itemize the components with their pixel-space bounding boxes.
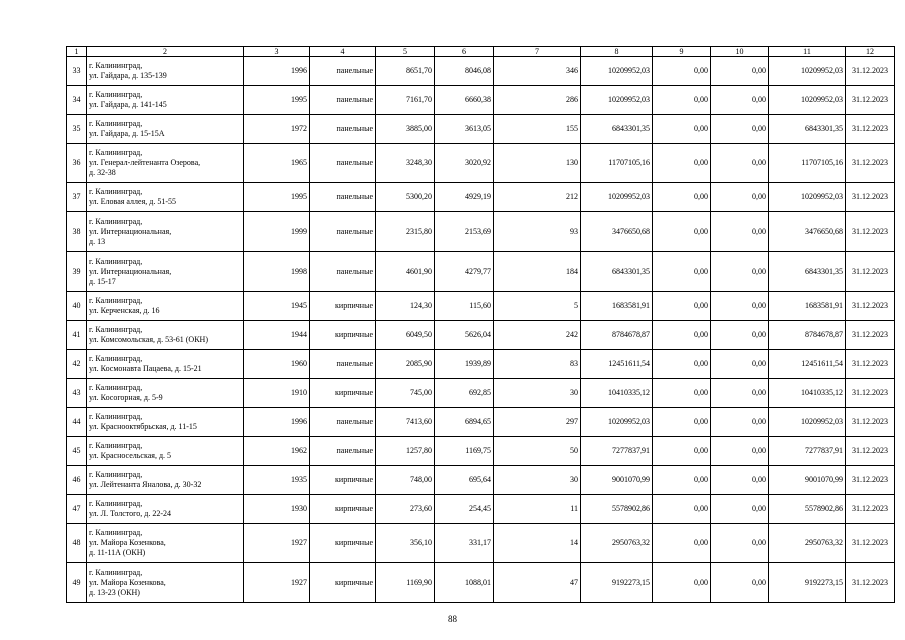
residents-cell: 242 [494,321,581,350]
date-cell: 31.12.2023 [846,495,895,524]
cost-total-cell: 9192273,15 [581,563,653,603]
date-cell: 31.12.2023 [846,57,895,86]
cost-fund-cell: 0,00 [653,350,711,379]
address-cell [87,86,244,115]
residents-cell: 83 [494,350,581,379]
address-line: ул. Гайдара, д. 15-15А [89,129,165,138]
cost-budget-cell: 0,00 [711,321,769,350]
cost-budget-cell: 0,00 [711,524,769,563]
cost-fund-cell: 0,00 [653,183,711,212]
row-number: 40 [67,292,87,321]
area-living-cell: 5626,04 [435,321,494,350]
address-line: д. 13-23 (ОКН) [89,587,140,597]
table-row [67,524,895,563]
cost-owners-cell: 9001070,99 [769,466,846,495]
table-row [67,183,895,212]
table-row [67,86,895,115]
material-cell: панельные [310,437,376,466]
column-header: 12 [846,47,895,57]
column-header: 2 [87,47,244,57]
material-cell: панельные [310,115,376,144]
address-cell [87,437,244,466]
address-line: ул. Керченская, д. 16 [89,306,160,315]
material-cell: кирпичные [310,495,376,524]
address-line: д. 15-17 [89,276,116,286]
year-cell: 1930 [244,495,310,524]
year-cell: 1935 [244,466,310,495]
address-cell [87,212,244,252]
cost-total-cell: 6843301,35 [581,252,653,292]
cost-budget-cell: 0,00 [711,408,769,437]
material-cell: кирпичные [310,321,376,350]
cost-total-cell: 2950763,32 [581,524,653,563]
area-living-cell: 115,60 [435,292,494,321]
area-living-cell: 692,85 [435,379,494,408]
date-cell: 31.12.2023 [846,437,895,466]
row-number: 33 [67,57,87,86]
cost-owners-cell: 5578902,86 [769,495,846,524]
cost-budget-cell: 0,00 [711,212,769,252]
year-cell: 1960 [244,350,310,379]
table-row [67,252,895,292]
cost-total-cell: 10209952,03 [581,183,653,212]
date-cell: 31.12.2023 [846,252,895,292]
cost-fund-cell: 0,00 [653,321,711,350]
residents-cell: 155 [494,115,581,144]
area-living-cell: 1939,89 [435,350,494,379]
material-cell: кирпичные [310,563,376,603]
address-line: ул. Майора Козенкова, [89,538,166,547]
cost-budget-cell: 0,00 [711,437,769,466]
year-cell: 1927 [244,524,310,563]
cost-fund-cell: 0,00 [653,466,711,495]
cost-owners-cell: 7277837,91 [769,437,846,466]
row-number: 49 [67,563,87,603]
residents-cell: 11 [494,495,581,524]
area-living-cell: 254,45 [435,495,494,524]
cost-budget-cell: 0,00 [711,252,769,292]
cost-owners-cell: 8784678,87 [769,321,846,350]
date-cell: 31.12.2023 [846,524,895,563]
cost-owners-cell: 10209952,03 [769,86,846,115]
address-line: г. Калининград, [89,325,143,334]
residents-cell: 286 [494,86,581,115]
address-cell [87,563,244,603]
year-cell: 1998 [244,252,310,292]
table-row [67,466,895,495]
address-line: ул. Генерал-лейтенанта Озерова, [89,158,201,167]
cost-budget-cell: 0,00 [711,350,769,379]
cost-total-cell: 10209952,03 [581,408,653,437]
cost-fund-cell: 0,00 [653,144,711,183]
residents-cell: 212 [494,183,581,212]
cost-owners-cell: 11707105,16 [769,144,846,183]
row-number: 42 [67,350,87,379]
address-line: г. Калининград, [89,61,143,70]
material-cell: панельные [310,350,376,379]
address-line: г. Калининград, [89,383,143,392]
cost-fund-cell: 0,00 [653,408,711,437]
material-cell: кирпичные [310,524,376,563]
cost-fund-cell: 0,00 [653,563,711,603]
address-line: г. Калининград, [89,470,143,479]
area-total-cell: 2085,90 [376,350,435,379]
table-row [67,115,895,144]
cost-fund-cell: 0,00 [653,212,711,252]
year-cell: 1995 [244,86,310,115]
address-cell [87,115,244,144]
area-living-cell: 4279,77 [435,252,494,292]
address-line: г. Калининград, [89,354,143,363]
date-cell: 31.12.2023 [846,115,895,144]
housing-table [66,46,895,603]
area-total-cell: 748,00 [376,466,435,495]
area-total-cell: 7161,70 [376,86,435,115]
material-cell: кирпичные [310,292,376,321]
area-living-cell: 6894,65 [435,408,494,437]
row-number: 34 [67,86,87,115]
cost-total-cell: 10209952,03 [581,57,653,86]
table-row [67,292,895,321]
material-cell: кирпичные [310,466,376,495]
cost-budget-cell: 0,00 [711,57,769,86]
cost-owners-cell: 6843301,35 [769,115,846,144]
cost-owners-cell: 10209952,03 [769,408,846,437]
address-cell [87,292,244,321]
cost-budget-cell: 0,00 [711,86,769,115]
table-row [67,321,895,350]
address-cell [87,350,244,379]
table-body [67,57,895,603]
area-total-cell: 4601,90 [376,252,435,292]
area-total-cell: 745,00 [376,379,435,408]
cost-total-cell: 5578902,86 [581,495,653,524]
column-header: 8 [581,47,653,57]
cost-budget-cell: 0,00 [711,144,769,183]
year-cell: 1945 [244,292,310,321]
date-cell: 31.12.2023 [846,212,895,252]
cost-total-cell: 6843301,35 [581,115,653,144]
material-cell: панельные [310,86,376,115]
area-living-cell: 3613,05 [435,115,494,144]
area-living-cell: 1088,01 [435,563,494,603]
address-line: ул. Интернациональная, [89,266,172,276]
cost-budget-cell: 0,00 [711,495,769,524]
cost-fund-cell: 0,00 [653,115,711,144]
material-cell: панельные [310,57,376,86]
address-line: ул. Лейтенанта Яналова, д. 30-32 [89,480,202,489]
address-line: ул. Космонавта Пацаева, д. 15-21 [89,364,202,373]
residents-cell: 346 [494,57,581,86]
address-line: г. Калининград, [89,119,143,128]
cost-total-cell: 1683581,91 [581,292,653,321]
residents-cell: 184 [494,252,581,292]
date-cell: 31.12.2023 [846,183,895,212]
row-number: 36 [67,144,87,183]
table-row [67,563,895,603]
area-living-cell: 1169,75 [435,437,494,466]
year-cell: 1910 [244,379,310,408]
cost-fund-cell: 0,00 [653,379,711,408]
address-line: д. 11-11А (ОКН) [89,548,146,557]
cost-total-cell: 11707105,16 [581,144,653,183]
table-row [67,144,895,183]
residents-cell: 297 [494,408,581,437]
residents-cell: 30 [494,466,581,495]
year-cell: 1965 [244,144,310,183]
column-header: 9 [653,47,711,57]
table-row [67,495,895,524]
address-line: г. Калининград, [89,412,143,421]
address-line: г. Калининград, [89,187,143,196]
table-row [67,350,895,379]
date-cell: 31.12.2023 [846,86,895,115]
residents-cell: 14 [494,524,581,563]
date-cell: 31.12.2023 [846,563,895,603]
row-number: 46 [67,466,87,495]
cost-fund-cell: 0,00 [653,292,711,321]
page-number: 88 [448,614,457,624]
address-line: г. Калининград, [89,499,143,508]
table-row [67,212,895,252]
date-cell: 31.12.2023 [846,379,895,408]
address-line: ул. Гайдара, д. 141-145 [89,100,167,109]
residents-cell: 50 [494,437,581,466]
material-cell: панельные [310,183,376,212]
column-header: 1 [67,47,87,57]
area-living-cell: 3020,92 [435,144,494,183]
cost-fund-cell: 0,00 [653,86,711,115]
address-cell [87,466,244,495]
cost-total-cell: 10209952,03 [581,86,653,115]
residents-cell: 5 [494,292,581,321]
cost-budget-cell: 0,00 [711,183,769,212]
material-cell: панельные [310,252,376,292]
address-cell [87,408,244,437]
address-line: д. 13 [89,236,106,246]
address-line: ул. Комсомольская, д. 53-61 (ОКН) [89,335,208,344]
date-cell: 31.12.2023 [846,466,895,495]
address-cell [87,252,244,292]
material-cell: кирпичные [310,379,376,408]
cost-owners-cell: 1683581,91 [769,292,846,321]
cost-budget-cell: 0,00 [711,379,769,408]
address-line: г. Калининград, [89,216,143,226]
year-cell: 1944 [244,321,310,350]
column-header: 5 [376,47,435,57]
row-number: 38 [67,212,87,252]
table-row [67,379,895,408]
area-total-cell: 273,60 [376,495,435,524]
area-total-cell: 124,30 [376,292,435,321]
cost-total-cell: 3476650,68 [581,212,653,252]
area-total-cell: 2315,80 [376,212,435,252]
address-line: г. Калининград, [89,148,143,157]
row-number: 37 [67,183,87,212]
area-total-cell: 1169,90 [376,563,435,603]
cost-total-cell: 12451611,54 [581,350,653,379]
year-cell: 1962 [244,437,310,466]
cost-total-cell: 7277837,91 [581,437,653,466]
date-cell: 31.12.2023 [846,408,895,437]
year-cell: 1927 [244,563,310,603]
cost-fund-cell: 0,00 [653,524,711,563]
address-cell [87,379,244,408]
material-cell: панельные [310,408,376,437]
cost-total-cell: 8784678,87 [581,321,653,350]
cost-total-cell: 10410335,12 [581,379,653,408]
address-line: ул. Л. Толстого, д. 22-24 [89,509,171,518]
area-total-cell: 6049,50 [376,321,435,350]
address-cell [87,495,244,524]
address-cell [87,524,244,563]
area-total-cell: 5300,20 [376,183,435,212]
address-line: ул. Еловая аллея, д. 51-55 [89,197,176,206]
cost-owners-cell: 10209952,03 [769,57,846,86]
year-cell: 1995 [244,183,310,212]
material-cell: панельные [310,144,376,183]
area-living-cell: 2153,69 [435,212,494,252]
column-header: 4 [310,47,376,57]
cost-budget-cell: 0,00 [711,115,769,144]
year-cell: 1996 [244,408,310,437]
cost-fund-cell: 0,00 [653,252,711,292]
area-total-cell: 1257,80 [376,437,435,466]
cost-budget-cell: 0,00 [711,563,769,603]
cost-budget-cell: 0,00 [711,292,769,321]
area-living-cell: 695,64 [435,466,494,495]
row-number: 39 [67,252,87,292]
column-header: 6 [435,47,494,57]
column-header: 7 [494,47,581,57]
date-cell: 31.12.2023 [846,292,895,321]
area-total-cell: 3885,00 [376,115,435,144]
area-living-cell: 331,17 [435,524,494,563]
residents-cell: 47 [494,563,581,603]
row-number: 47 [67,495,87,524]
date-cell: 31.12.2023 [846,321,895,350]
address-line: ул. Майора Козенкова, [89,577,166,587]
area-living-cell: 6660,38 [435,86,494,115]
table-row [67,57,895,86]
address-line: ул. Интернациональная, [89,226,172,236]
area-total-cell: 356,10 [376,524,435,563]
row-number: 35 [67,115,87,144]
year-cell: 1996 [244,57,310,86]
date-cell: 31.12.2023 [846,350,895,379]
address-line: ул. Красносельская, д. 5 [89,451,172,460]
address-line: г. Калининград, [89,441,143,450]
address-line: г. Калининград, [89,90,143,99]
address-cell [87,57,244,86]
row-number: 48 [67,524,87,563]
cost-fund-cell: 0,00 [653,437,711,466]
address-cell [87,321,244,350]
address-line: г. Калининград, [89,256,143,266]
address-line: г. Калининград, [89,296,143,305]
residents-cell: 30 [494,379,581,408]
material-cell: панельные [310,212,376,252]
column-header: 3 [244,47,310,57]
cost-owners-cell: 9192273,15 [769,563,846,603]
cost-owners-cell: 10410335,12 [769,379,846,408]
address-line: г. Калининград, [89,567,143,577]
cost-owners-cell: 2950763,32 [769,524,846,563]
residents-cell: 93 [494,212,581,252]
cost-owners-cell: 12451611,54 [769,350,846,379]
column-number-row [67,47,895,57]
column-header: 10 [711,47,769,57]
address-line: г. Калининград, [89,528,143,537]
row-number: 44 [67,408,87,437]
address-line: ул. Краснооктябрьская, д. 11-15 [89,422,197,431]
cost-fund-cell: 0,00 [653,495,711,524]
address-line: д. 32-38 [89,168,116,177]
cost-fund-cell: 0,00 [653,57,711,86]
address-line: ул. Гайдара, д. 135-139 [89,71,167,80]
row-number: 43 [67,379,87,408]
cost-owners-cell: 10209952,03 [769,183,846,212]
address-cell [87,183,244,212]
table-row [67,437,895,466]
residents-cell: 130 [494,144,581,183]
area-total-cell: 8651,70 [376,57,435,86]
cost-budget-cell: 0,00 [711,466,769,495]
column-header: 11 [769,47,846,57]
cost-owners-cell: 3476650,68 [769,212,846,252]
area-total-cell: 7413,60 [376,408,435,437]
row-number: 41 [67,321,87,350]
year-cell: 1999 [244,212,310,252]
address-line: ул. Косогорная, д. 5-9 [89,393,163,402]
table-row [67,408,895,437]
row-number: 45 [67,437,87,466]
cost-total-cell: 9001070,99 [581,466,653,495]
area-living-cell: 4929,19 [435,183,494,212]
year-cell: 1972 [244,115,310,144]
area-total-cell: 3248,30 [376,144,435,183]
date-cell: 31.12.2023 [846,144,895,183]
address-cell [87,144,244,183]
area-living-cell: 8046,08 [435,57,494,86]
cost-owners-cell: 6843301,35 [769,252,846,292]
